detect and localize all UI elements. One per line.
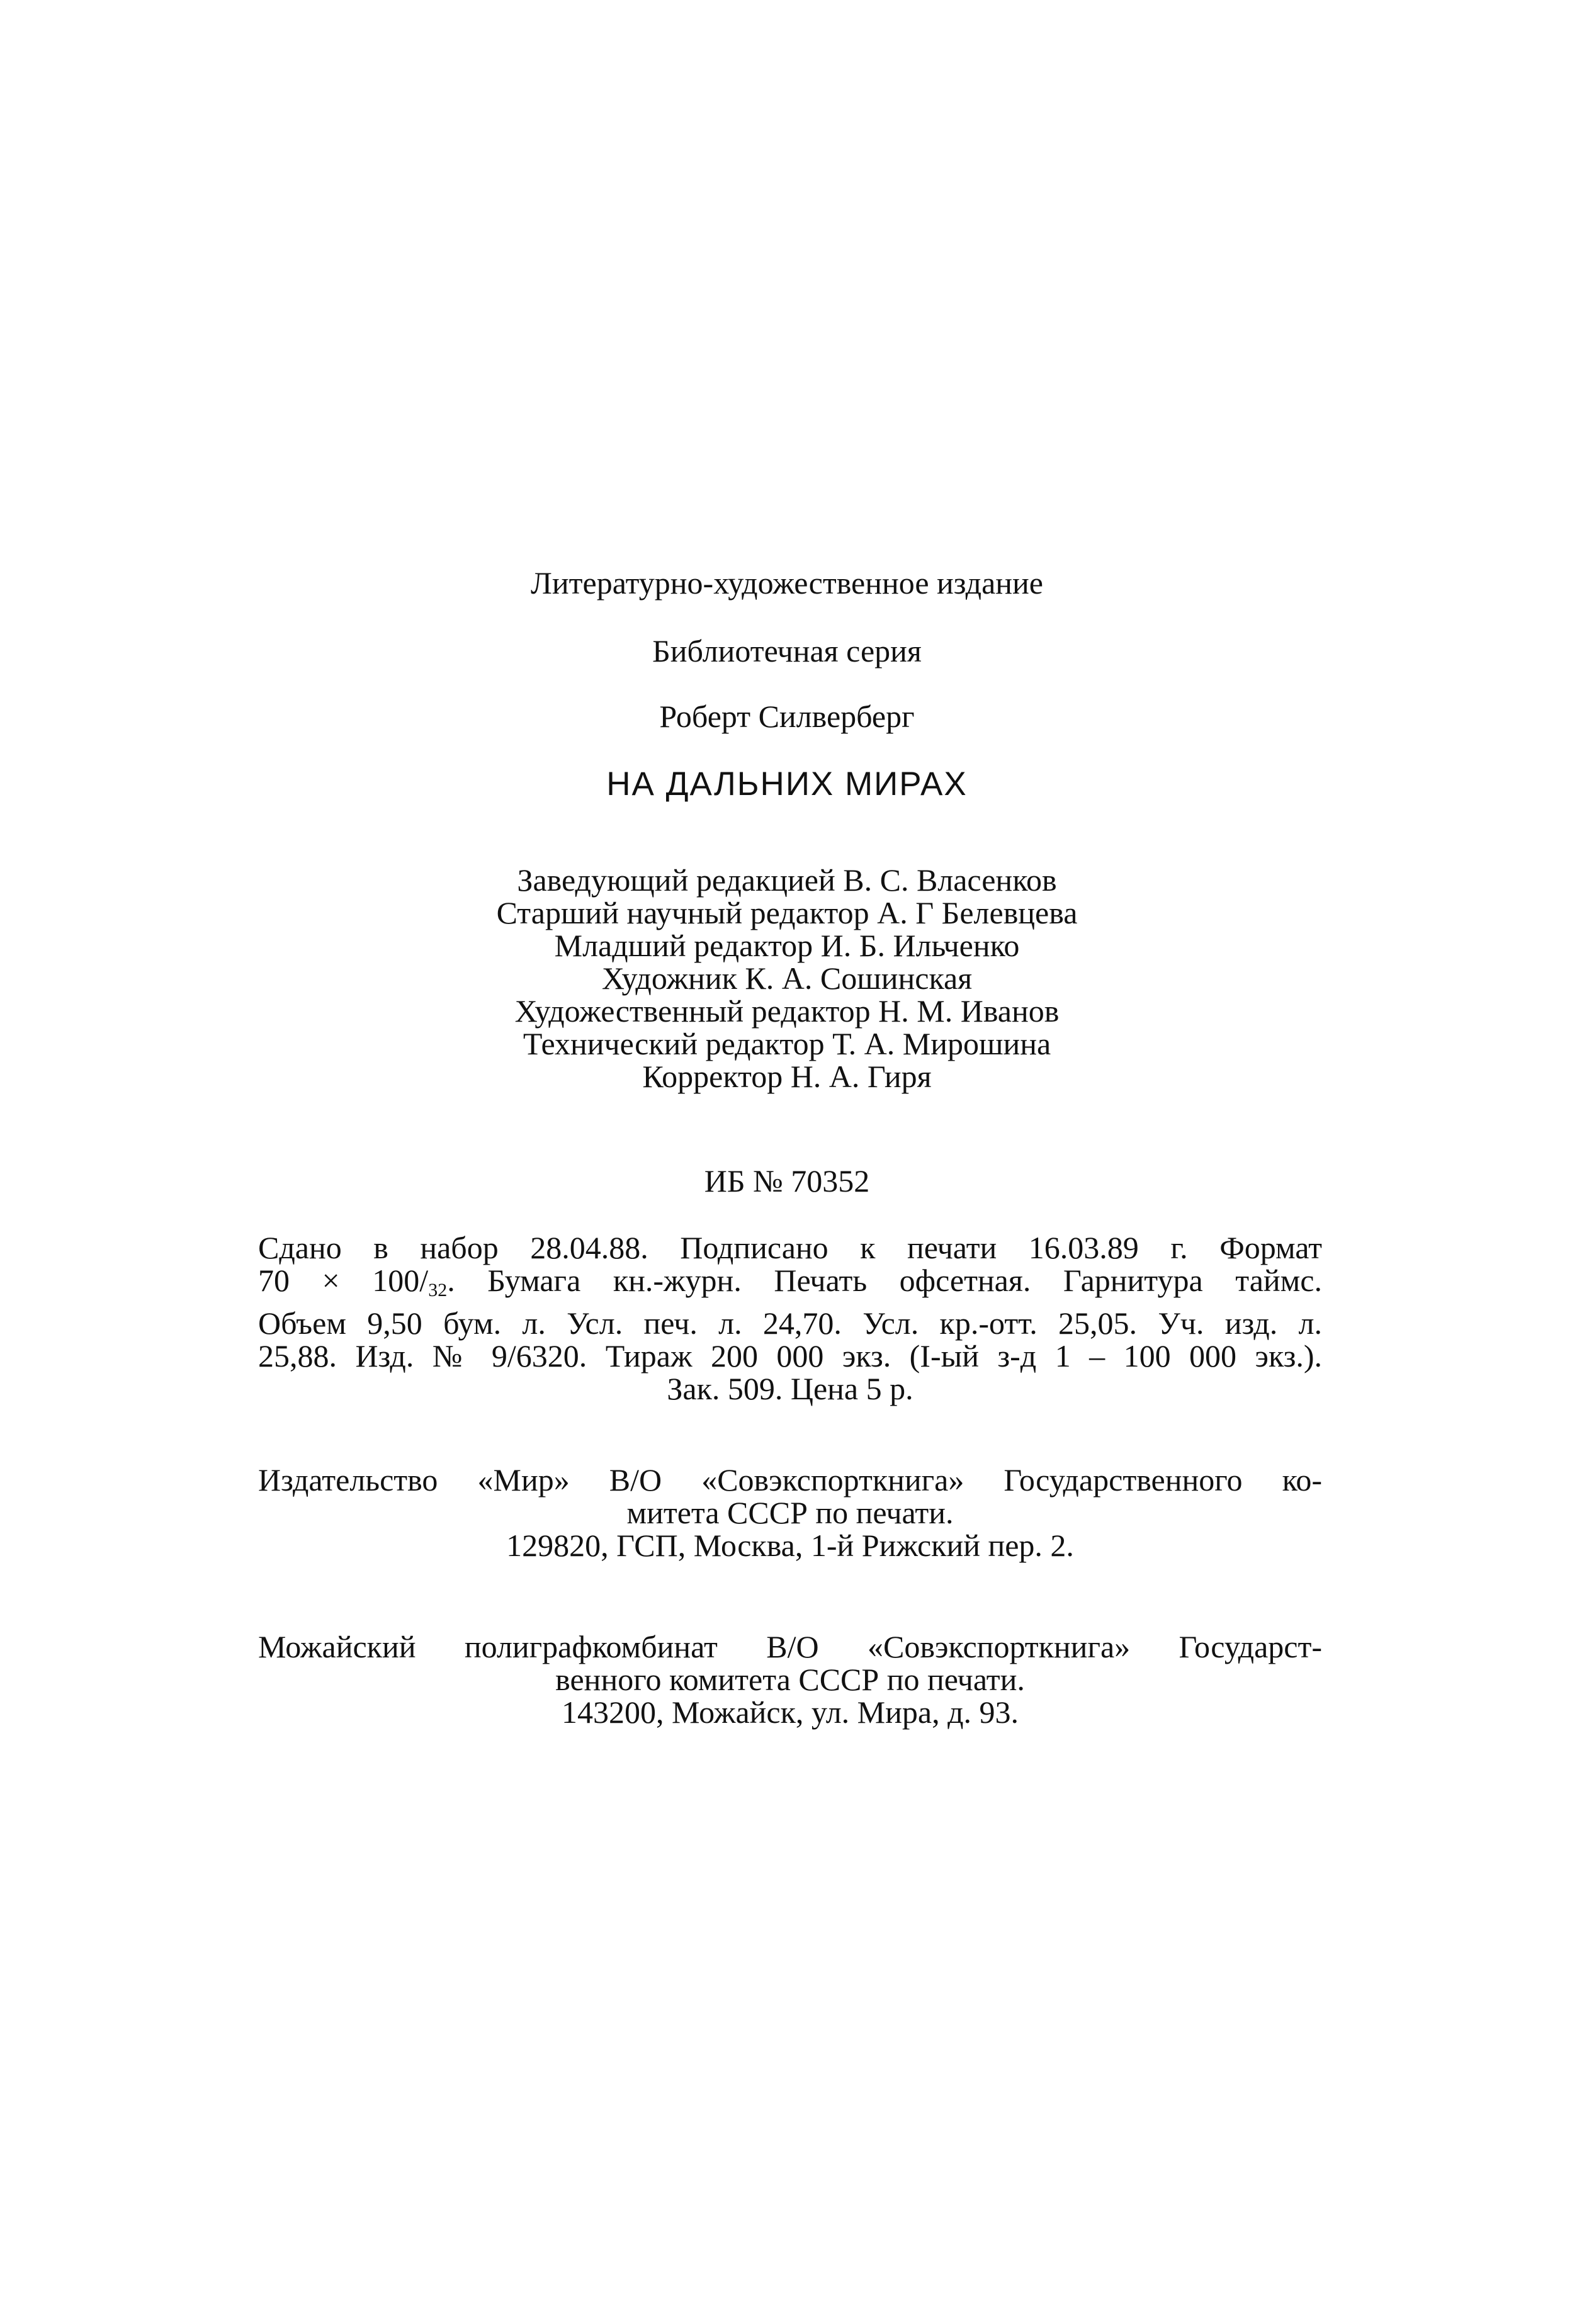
publisher-line: 129820, ГСП, Москва, 1-й Рижский пер. 2. [506, 1528, 1074, 1563]
staff-line: Художник К. А. Сошинская [601, 961, 973, 996]
staff-list [252, 864, 1322, 1093]
staff-line: Младший редактор И. Б. Ильченко [554, 928, 1020, 963]
print-details-line: 25,88. Изд. № 9/6320. Тираж 200 000 экз. (I-ый з-д 1 – 100 000 экз.). [258, 1338, 1322, 1374]
print-details-line: $70 \times 100/_{32}$. Бумага кн.-журн. Печать офсетная. Гарнитура таймс. [258, 1263, 1322, 1300]
publisher-line: митета СССР по печати. [626, 1495, 954, 1530]
publisher-info [258, 1464, 1322, 1562]
staff-line: Технический редактор Т. А. Мирошина [523, 1026, 1051, 1061]
staff-line: Корректор Н. А. Гиря [642, 1059, 932, 1094]
print-details-line: Сдано в набор 28.04.88. Подписано к печати 16.03.89 г. Формат [258, 1230, 1322, 1265]
print-details-line: Зак. 509. Цена 5 р. [667, 1371, 913, 1406]
ib-number: ИБ № 70352 [704, 1163, 870, 1199]
printer-info [258, 1630, 1322, 1729]
staff-line: Заведующий редакцией В. С. Власенков [517, 862, 1057, 898]
series-name: Библиотечная серия [652, 633, 922, 668]
staff-line: Старший научный редактор А. Г Белевцева [496, 895, 1078, 930]
printer-line: 143200, Можайск, ул. Мира, д. 93. [561, 1695, 1019, 1730]
staff-line: Художественный редактор Н. М. Иванов [514, 993, 1060, 1029]
format-fraction-subscript: 32 [428, 1280, 448, 1300]
edition-type: Литературно-художественное издание [531, 565, 1043, 601]
print-details [258, 1231, 1322, 1405]
printer-line: венного комитета СССР по печати. [555, 1662, 1025, 1697]
printer-line: Можайский полиграфкомбинат В/О «Совэкспорткнига» Государст- [258, 1629, 1322, 1664]
book-title: НА ДАЛЬНИХ МИРАХ [606, 765, 968, 803]
publisher-line: Издательство «Мир» В/О «Совэкспорткнига» Государственного ко- [258, 1462, 1322, 1498]
print-details-line: Объем 9,50 бум. л. Усл. печ. л. 24,70. Усл. кр.-отт. 25,05. Уч. изд. л. [258, 1306, 1322, 1341]
author-name: Роберт Силверберг [659, 699, 915, 734]
